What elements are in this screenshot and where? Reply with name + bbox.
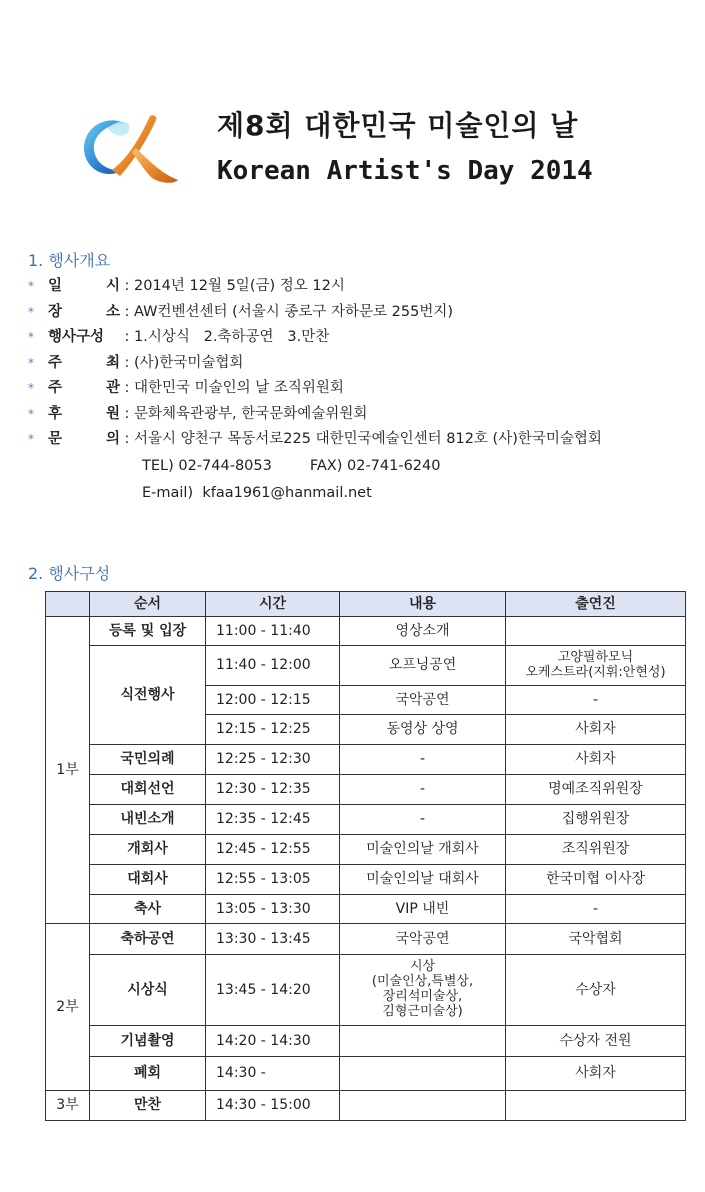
time-cell: 14:30 - 15:00 — [206, 1091, 340, 1121]
overview-value: (사)한국미술협회 — [134, 354, 244, 371]
table-row — [46, 1026, 686, 1057]
performer-cell: 국악협회 — [506, 924, 686, 955]
time-cell: 11:40 - 12:00 — [206, 646, 340, 686]
content-cell: 영상소개 — [340, 617, 506, 646]
table-row — [46, 1057, 686, 1091]
time-cell: 12:35 - 12:45 — [206, 805, 340, 835]
overview-row-organizer: * 주 관 : 대한민국 미술인의 날 조직위원회 — [28, 376, 698, 402]
bullet-icon: * — [28, 304, 34, 319]
overview-label: 장 소 — [48, 303, 120, 320]
time-cell: 12:00 - 12:15 — [206, 686, 340, 715]
time-cell: 11:00 - 11:40 — [206, 617, 340, 646]
overview-row-program: * 행사구성 : 1.시상식 2.축하공연 3.만찬 — [28, 325, 698, 351]
overview-label: 행사구성 — [48, 329, 105, 345]
item-cell: 등록 및 입장 — [90, 617, 206, 646]
overview-value: 서울시 양천구 목동서로225 대한민국예술인센터 812호 (사)한국미술협회 — [134, 431, 602, 447]
overview-heading: 1. 행사개요 — [28, 251, 111, 270]
performer-cell — [506, 1091, 686, 1121]
content-cell: 오프닝공연 — [340, 646, 506, 686]
overview-value: 문화체육관광부, 한국문화예술위원회 — [134, 405, 368, 422]
contact-tel: TEL) 02-744-8053 — [142, 457, 272, 474]
performer-cell: 수상자 전원 — [506, 1026, 686, 1057]
contact-email-line — [28, 480, 698, 507]
item-cell: 내빈소개 — [90, 805, 206, 835]
table-row — [46, 617, 686, 646]
header-performer: 출연진 — [506, 592, 686, 617]
time-cell: 14:30 - — [206, 1057, 340, 1091]
contact-phone-line — [28, 453, 698, 480]
time-cell: 13:05 - 13:30 — [206, 895, 340, 924]
overview-row-sponsor: * 후 원 : 문화체육관광부, 한국문화예술위원회 — [28, 402, 698, 428]
time-cell: 12:30 - 12:35 — [206, 775, 340, 805]
table-row — [46, 895, 686, 924]
overview-value: 대한민국 미술인의 날 조직위원회 — [134, 380, 344, 396]
content-cell: 미술인의날 개회사 — [340, 835, 506, 865]
time-cell: 13:30 - 13:45 — [206, 924, 340, 955]
content-line: 김형근미술상) — [382, 1003, 463, 1019]
bullet-icon: * — [28, 406, 34, 421]
table-row — [46, 924, 686, 955]
bullet-icon: * — [28, 432, 34, 446]
performer-cell — [506, 646, 686, 686]
content-line: (미술인상,특별상, — [371, 974, 474, 990]
table-row — [46, 775, 686, 805]
time-cell: 12:55 - 13:05 — [206, 865, 340, 895]
time-cell: 12:15 - 12:25 — [206, 715, 340, 745]
time-cell: 12:25 - 12:30 — [206, 745, 340, 775]
content-cell: - — [340, 745, 506, 775]
item-cell: 식전행사 — [90, 646, 206, 745]
table-header-row — [46, 592, 686, 617]
part-label: 1부 — [46, 617, 90, 924]
part-label: 3부 — [46, 1091, 90, 1121]
content-cell: 국악공연 — [340, 686, 506, 715]
title-block — [217, 104, 593, 186]
header-order: 순서 — [90, 592, 206, 617]
item-cell: 폐회 — [90, 1057, 206, 1091]
item-cell: 축하공연 — [90, 924, 206, 955]
table-row — [46, 865, 686, 895]
time-cell: 13:45 - 14:20 — [206, 955, 340, 1026]
item-cell: 시상식 — [90, 955, 206, 1026]
overview-list — [28, 274, 698, 507]
title-korean: 제8회 대한민국 미술인의 날 — [217, 109, 579, 142]
performer-cell: 조직위원장 — [506, 835, 686, 865]
overview-row-host: * 주 최 : (사)한국미술협회 — [28, 351, 698, 377]
performer-line: 고양필하모닉 — [557, 649, 634, 665]
content-cell: VIP 내빈 — [340, 895, 506, 924]
item-cell: 개회사 — [90, 835, 206, 865]
brush-stroke-logo-icon — [78, 108, 182, 186]
performer-cell: 집행위원장 — [506, 805, 686, 835]
table-row — [46, 646, 686, 686]
performer-cell: 사회자 — [506, 1057, 686, 1091]
header-content: 내용 — [340, 592, 506, 617]
content-cell: - — [340, 805, 506, 835]
performer-cell: 사회자 — [506, 715, 686, 745]
performer-cell: 한국미협 이사장 — [506, 865, 686, 895]
overview-value: AW컨벤션센터 (서울시 종로구 자하문로 255번지) — [134, 303, 454, 320]
overview-value: 2014년 12월 5일(금) 정오 12시 — [134, 278, 345, 294]
content-cell — [340, 1091, 506, 1121]
performer-line: 오케스트라(지휘:안현성) — [525, 664, 666, 680]
item-cell: 국민의례 — [90, 745, 206, 775]
header-blank — [46, 592, 90, 617]
overview-label: 일 시 — [48, 278, 120, 294]
header-time: 시간 — [206, 592, 340, 617]
overview-row-contact: * 문 의 : 서울시 양천구 목동서로225 대한민국예술인센터 812호 (사)한국미술협회 — [28, 427, 698, 453]
overview-label: 후 원 — [48, 405, 120, 422]
schedule-table — [45, 591, 686, 1121]
performer-cell: - — [506, 686, 686, 715]
item-cell: 축사 — [90, 895, 206, 924]
content-cell: - — [340, 775, 506, 805]
time-cell: 14:20 - 14:30 — [206, 1026, 340, 1057]
item-cell: 기념촬영 — [90, 1026, 206, 1057]
part-label: 2부 — [46, 924, 90, 1091]
contact-fax: FAX) 02-741-6240 — [309, 457, 441, 474]
content-line: 장리석미술상, — [382, 989, 463, 1004]
overview-label: 주 관 — [48, 380, 120, 396]
content-cell — [340, 1026, 506, 1057]
performer-cell: 사회자 — [506, 745, 686, 775]
contact-email: E-mail) kfaa1961@hanmail.net — [142, 484, 372, 501]
item-cell: 만찬 — [90, 1091, 206, 1121]
content-cell: 국악공연 — [340, 924, 506, 955]
content-cell — [340, 1057, 506, 1091]
overview-row-date: * 일 시 : 2014년 12월 5일(금) 정오 12시 — [28, 274, 698, 300]
bullet-icon: * — [28, 355, 34, 370]
overview-row-venue: * 장 소 : AW컨벤션센터 (서울시 종로구 자하문로 255번지) — [28, 300, 698, 326]
table-row — [46, 835, 686, 865]
performer-cell: 수상자 — [506, 955, 686, 1026]
overview-label: 문 의 — [48, 431, 120, 447]
overview-value: 1.시상식 2.축하공연 3.만찬 — [134, 329, 330, 345]
bullet-icon: * — [28, 279, 34, 293]
content-cell — [340, 955, 506, 1026]
overview-label: 주 최 — [48, 354, 120, 371]
performer-cell: - — [506, 895, 686, 924]
content-cell: 미술인의날 대회사 — [340, 865, 506, 895]
time-cell: 12:45 - 12:55 — [206, 835, 340, 865]
table-row — [46, 955, 686, 1026]
bullet-icon: * — [28, 330, 34, 344]
item-cell: 대회사 — [90, 865, 206, 895]
table-row — [46, 745, 686, 775]
table-row — [46, 805, 686, 835]
schedule-heading: 2. 행사구성 — [28, 564, 111, 583]
performer-cell — [506, 617, 686, 646]
item-cell: 대회선언 — [90, 775, 206, 805]
performer-cell: 명예조직위원장 — [506, 775, 686, 805]
content-cell: 동영상 상영 — [340, 715, 506, 745]
table-row — [46, 1091, 686, 1121]
bullet-icon: * — [28, 381, 34, 395]
title-english: Korean Artist's Day 2014 — [217, 156, 593, 186]
content-line: 시상 — [409, 959, 436, 975]
